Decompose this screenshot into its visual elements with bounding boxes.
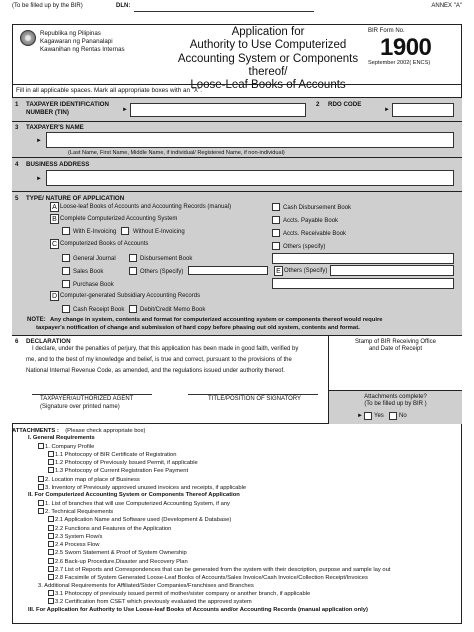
- attachments-yes-checkbox[interactable]: [364, 412, 372, 420]
- attachment-item: [12, 467, 462, 475]
- attachment-text: 1.2 Photocopy of Previously Issued Permit, if applicable: [55, 460, 198, 467]
- section-name: 3 TAXPAYER'S NAME ► (Last Name, First Name, Middle Name, if individual/ Registered Name, if non-individual): [12, 122, 462, 158]
- attachment-text: I. General Requirements: [28, 435, 95, 442]
- attachment-text: 1. Company Profile: [45, 443, 95, 450]
- accts-receivable-checkbox[interactable]: [272, 229, 280, 237]
- attachment-item: [12, 443, 462, 451]
- agency-name: Republika ng Pilipinas Kagawaran ng Pananalapi Kawanihan ng Rentas Internas: [40, 30, 125, 53]
- stamp-area: Stamp of BIR Receiving Office and Date of Receipt: [328, 336, 462, 390]
- attachment-text: 1.1 Photocopy of BIR Certificate of Registration: [55, 451, 177, 458]
- form-date: September 2002( ENCS): [368, 60, 431, 66]
- attachment-text: 3. Additional Requirements for Affiliated/Sister Companies/Franchises and Branches: [38, 582, 254, 589]
- note-text: Any change in system, contents and format for computerized accounting system or components thereof would require: [50, 317, 383, 323]
- attachment-text: II. For Computerized Accounting System or Components Thereof Application: [28, 492, 240, 499]
- cash-disbursement-checkbox[interactable]: [272, 203, 280, 211]
- attachment-item: [12, 525, 462, 533]
- attachment-text: 3.1 Photocopy of previously issued permit of mother/sister company or another branch, if applicable: [55, 590, 311, 597]
- attachment-item: [12, 598, 462, 606]
- attachment-item: [12, 476, 462, 484]
- attachment-checkbox[interactable]: [48, 459, 54, 465]
- address-label: BUSINESS ADDRESS: [26, 161, 90, 168]
- attachment-item: [12, 607, 462, 614]
- attachment-item: [12, 549, 462, 557]
- cash-receipt-checkbox[interactable]: [62, 305, 70, 313]
- attachment-item: [12, 541, 462, 549]
- box-e[interactable]: E: [274, 266, 283, 276]
- attachment-item: [12, 533, 462, 541]
- attachment-text: 3.2 Certification from CSET which previously evaluated the approved system: [55, 599, 252, 606]
- form-number-label: BIR Form No.: [368, 28, 405, 34]
- top-bar: [10, 2, 466, 14]
- name-label: TAXPAYER'S NAME: [26, 124, 84, 131]
- attachment-checkbox[interactable]: [48, 549, 54, 555]
- attachment-item: [12, 574, 462, 582]
- bir-seal-icon: [20, 30, 36, 46]
- tin-input[interactable]: [130, 103, 306, 117]
- attachment-checkbox[interactable]: [48, 574, 54, 580]
- name-hint: (Last Name, First Name, Middle Name, if individual/ Registered Name, if non-individual): [68, 150, 285, 156]
- dln-label: DLN:: [116, 3, 131, 9]
- attachment-text: 1.3 Photocopy of Current Registration Fee Payment: [55, 468, 189, 475]
- attachment-checkbox[interactable]: [48, 467, 54, 473]
- attachments-list: [12, 435, 462, 614]
- attachment-item: [12, 500, 462, 508]
- others-specify-3-input[interactable]: [330, 265, 454, 276]
- agent-label: TAXPAYER/AUTHORIZED AGENT: [40, 396, 134, 402]
- position-label: TITLE/POSITION OF SIGNATORY: [208, 396, 302, 402]
- attachment-text: 2.5 Sworn Statement & Proof of System Ownership: [55, 550, 187, 557]
- form-number-block: [368, 28, 458, 66]
- attachment-text: 3. Inventory of Previously approved unused invoices and receipts, if applicable: [45, 485, 247, 492]
- section-declaration: 6 DECLARATION I declare, under the penalties of perjury, that this application has been made in good faith, verified by me, and to the best of my knowledge and belief, is true and correct, pursuant to the provisions of the National Internal Revenue Code, as amended, and the regulations issued under authority thereof. Stamp of BIR Receiving Office and Date of Receipt TAXPAYER/AUTHORIZED AGENT (Signature over printed name) TITLE/POSITION OF SIGNATORY Attachments complete? (To be filled up by BIR ) ► Yes No: [12, 336, 462, 424]
- form-number: 1900: [380, 34, 432, 61]
- attachment-checkbox[interactable]: [48, 525, 54, 531]
- attachments-complete-box: Attachments complete? (To be filled up by BIR ) ► Yes No: [328, 390, 462, 424]
- bir-note: (To be filled up by the BIR): [12, 3, 83, 9]
- attachment-item: [12, 459, 462, 467]
- box-d[interactable]: D: [51, 293, 58, 300]
- box-b[interactable]: B: [50, 214, 59, 224]
- attachment-text: 2.2 Functions and Features of the Application: [55, 525, 172, 532]
- address-input[interactable]: [46, 170, 454, 186]
- attachment-item: [12, 492, 462, 499]
- section-application-type: 5 TYPE/ NATURE OF APPLICATION A Loose-leaf Books of Accounts and Accounting Records (manual) B Complete Computerized Accounting System With E-Invoicing Without E-Invoicing C Computerized Books of Accounts General Journal Disbursement Book Sales Book Others (Specify) Purchase Book D Computer-generated Subsidiary Accounting Records Cash Receipt Book Debit/Credit Memo Book Cash Disbursement Book Accts. Payable Book Accts. Receivable Book Others (specify) E Others (Specify) NOTE: Any change in system, contents and format for computerized accounting system or components thereof would require taxpayer's notification of change and submission of hard copy before phasing out old system, contents and format.: [12, 192, 462, 336]
- others-specify-2-checkbox[interactable]: [272, 242, 280, 250]
- debit-credit-memo-checkbox[interactable]: [129, 305, 137, 313]
- attachment-checkbox[interactable]: [38, 443, 44, 449]
- attachments-no-checkbox[interactable]: [389, 412, 397, 420]
- attachment-checkbox[interactable]: [48, 598, 54, 604]
- attachment-text: 2.4 Process Flow: [55, 542, 100, 549]
- attachment-item: [12, 583, 462, 590]
- attachment-text: 2.7 List of Reports and Correspondences that can be generated from the system with their description, purpose and sample lay out: [55, 567, 391, 574]
- attachment-checkbox[interactable]: [48, 566, 54, 572]
- attachment-text: 1. List of branches that will use Computerized Accounting System, if any: [45, 500, 230, 507]
- instructions: Fill in all applicable spaces. Mark all appropriate boxes with an "X".: [12, 84, 462, 98]
- declaration-text: I declare, under the penalties of perjury, that this application has been made in good faith, verified by: [32, 346, 299, 352]
- form-title: Application for Authority to Use Computerized Accounting System or Components thereof/ Loose-Leaf Books of Accounts: [177, 26, 359, 92]
- attachments-label: ATTACHMENTS :: [12, 428, 59, 434]
- attachment-item: [12, 516, 462, 524]
- attachment-checkbox[interactable]: [48, 590, 54, 596]
- attachment-checkbox[interactable]: [48, 516, 54, 522]
- general-journal-checkbox[interactable]: [62, 254, 70, 262]
- attachment-checkbox[interactable]: [38, 484, 44, 490]
- section-tin: 1 TAXPAYER IDENTIFICATION NUMBER (TIN) ► 2 RDO CODE ►: [12, 98, 462, 122]
- disbursement-book-checkbox[interactable]: [129, 254, 137, 262]
- attachments-section: ATTACHMENTS : (Please check appropriate box) I. General Requirements 1. Company Profile 1.1 Photocopy of BIR Certificate of Registration 1.2 Photocopy of Previously Issued Permit, if applicable 1.3 Photocopy of Current Registration Fee Payment 2. Location map of place of Business 3. Inventory of Previously approved unused invoices and receipts, if applicable II. For Computerized Accounting System or Components Thereof Application 1. List of branches that will use Computerized Accounting System, if any 2. Technical Requirements 2.1 Application Name and Software used (Development & Database) 2.2 Functions and Features of the Application 2.3 System Flow/s 2.4 Process Flow 2.5 Sworn Statement & Proof of System Ownership 2.6 Back-up Procedure,Disaster and Recovery Plan 2.7 List of Reports and Correspondences that can be generated from the system with their description, purpose and sample lay out 2.8 Facsimile of System Generated Loose-Leaf Books of Accounts/Sales Invoice/Cash Invoice/Collection Receipt/Invoices 3. Additional Requirements for Affiliated/Sister Companies/Franchises and Branches 3.1 Photocopy of previously issued permit of mother/sister company or another branch, if applicable 3.2 Certification from CSET which previously evaluated the approved system III. For Application for Authority to Use Loose-leaf Books of Accounts and/or Accounting Records (manual application only): [12, 428, 462, 614]
- tin-label: TAXPAYER IDENTIFICATION: [26, 101, 109, 108]
- without-einvoicing-checkbox[interactable]: [121, 227, 129, 235]
- others-specify-2-input[interactable]: [272, 253, 454, 264]
- attachment-checkbox[interactable]: [38, 476, 44, 482]
- attachment-item: [12, 451, 462, 459]
- attachment-checkbox[interactable]: [48, 541, 54, 547]
- type-label: TYPE/ NATURE OF APPLICATION: [26, 195, 125, 202]
- attachment-checkbox[interactable]: [48, 533, 54, 539]
- others-specify-input[interactable]: [188, 266, 268, 275]
- taxpayer-name-input[interactable]: [46, 132, 454, 148]
- attachment-text: 2.3 System Flow/s: [55, 533, 103, 540]
- rdo-input[interactable]: [392, 103, 454, 117]
- annex-label: ANNEX "A": [431, 3, 462, 9]
- attachment-item: [12, 508, 462, 516]
- attachment-checkbox[interactable]: [38, 508, 44, 514]
- with-einvoicing-checkbox[interactable]: [62, 227, 70, 235]
- attachment-item: [12, 590, 462, 598]
- others-specify-4-input[interactable]: [272, 278, 454, 289]
- box-c[interactable]: C: [51, 241, 58, 248]
- attachment-checkbox[interactable]: [48, 451, 54, 457]
- others-specify-checkbox[interactable]: [129, 267, 137, 275]
- attachment-text: 2.8 Facsimile of System Generated Loose-Leaf Books of Accounts/Sales Invoice/Cash Invoice/Collection Receipt/Invoices: [55, 575, 368, 582]
- attachment-text: 2. Technical Requirements: [45, 508, 114, 515]
- attachment-item: [12, 558, 462, 566]
- purchase-book-checkbox[interactable]: [62, 280, 70, 288]
- sales-book-checkbox[interactable]: [62, 267, 70, 275]
- attachment-item: [12, 566, 462, 574]
- attachment-checkbox[interactable]: [48, 558, 54, 564]
- declaration-label: DECLARATION: [26, 338, 71, 345]
- section-address: 4 BUSINESS ADDRESS ►: [12, 158, 462, 192]
- attachment-text: 2. Location map of place of Business: [45, 476, 140, 483]
- attachment-item: [12, 484, 462, 492]
- attachment-text: 2.6 Back-up Procedure,Disaster and Recovery Plan: [55, 558, 188, 565]
- attachment-text: 2.1 Application Name and Software used (Development & Database): [55, 517, 232, 524]
- attachment-text: III. For Application for Authority to Use Loose-leaf Books of Accounts and/or Accounting Records (manual application only): [28, 606, 368, 613]
- attachment-item: [12, 435, 462, 442]
- rdo-label: RDO CODE: [328, 101, 362, 108]
- attachment-checkbox[interactable]: [38, 500, 44, 506]
- accts-payable-checkbox[interactable]: [272, 216, 280, 224]
- box-a[interactable]: A: [50, 202, 59, 212]
